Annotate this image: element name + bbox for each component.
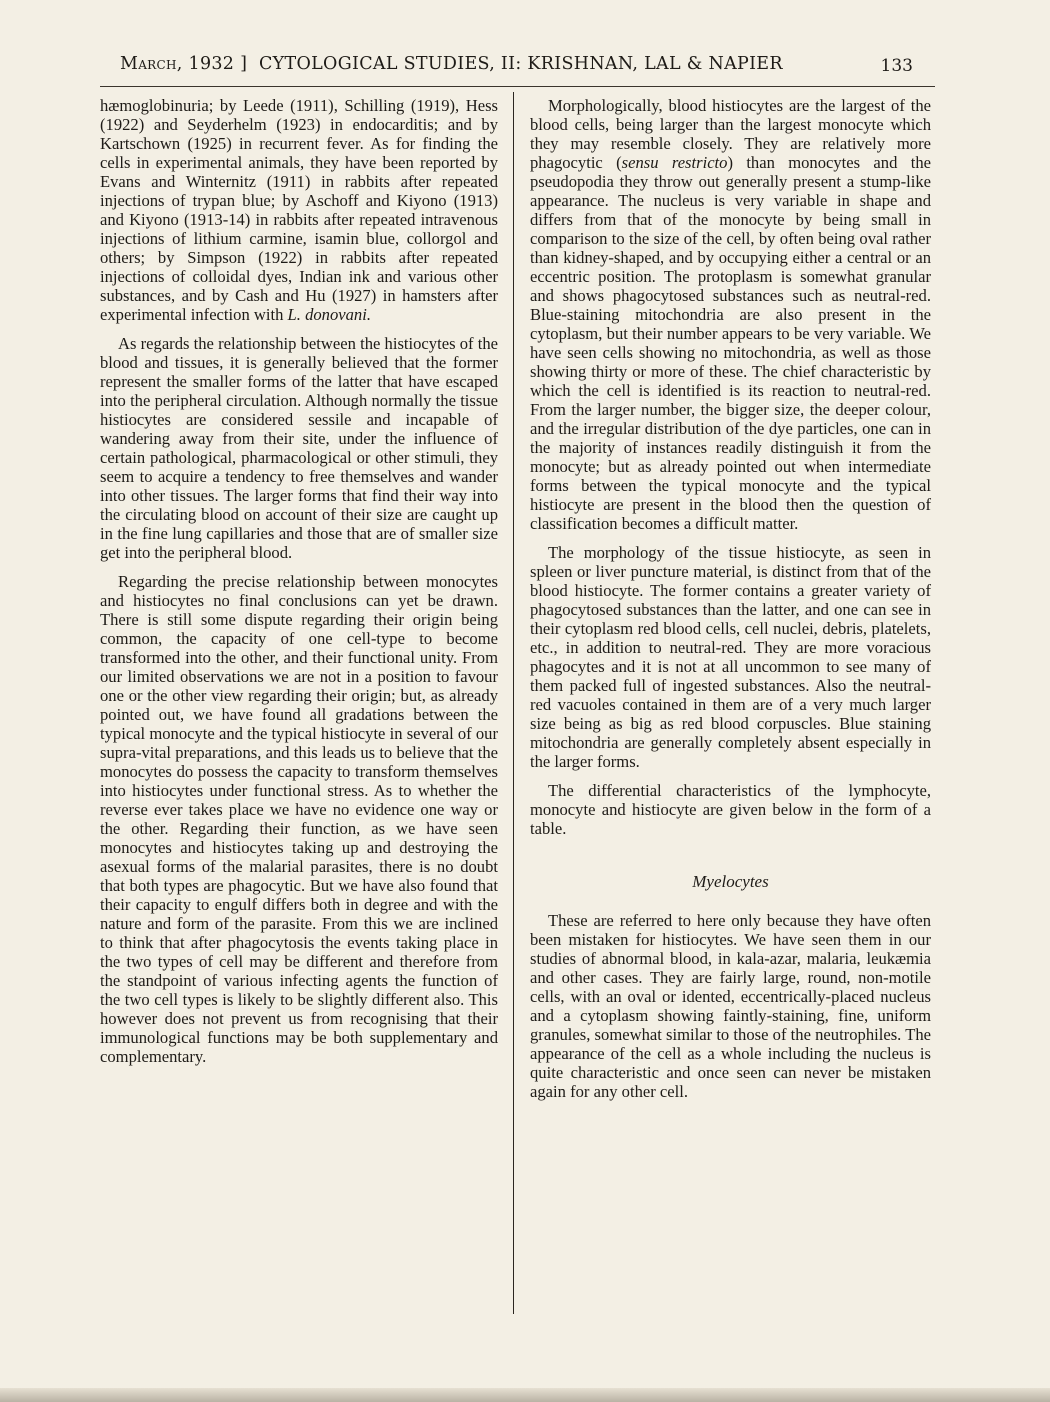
page-bottom-edge [0, 1388, 1050, 1402]
right-p1-text-b: ) than monocytes and the pseudopodia they throw out generally present a stump-like appearance. The nucleus is very variable in shape and differs from that of the monocyte by being small in comparison to the size of the cell, by often being oval rather than kidney-shaped, and by occupying either a central or an eccentric position. The protoplasm is somewhat granular and shows phagocytosed substances such as neutral-red. Blue-staining mitochondria are also present in the cytoplasm, but their number appears to be very variable. We have seen cells showing no mitochondria, as well as those showing thirty or more of these. The chief characteristic by which the cell is identified is its reaction to neutral-red. From the larger number, the bigger size, the deeper colour, and the irregular distribution of the dye particles, one can in the majority of instances readily distinguish it from the monocyte; but as already pointed out when intermediate forms between the typical monocyte and the typical histiocyte are present in the blood then the question of classification becomes a difficult matter. [530, 153, 931, 533]
left-paragraph-3: Regarding the precise relationship between monocytes and histiocytes no final conclusions can yet be drawn. There is still some dispute regarding their origin being common, the capacity of one cell-type to become transformed into the other, and their functional unity. From our limited observations we are not in a position to favour one or the other view regarding their origin; but, as already pointed out, we have found all gradations between the typical monocyte and the typical histiocyte in several of our supra-vital preparations, and this leads us to believe that the monocytes do possess the capacity to transform themselves into histiocytes under functional stress. As to whether the reverse ever takes place we have no evidence one way or the other. Regarding their function, as we have seen monocytes and histiocytes taking up and destroying the asexual forms of the malarial parasites, there is no doubt that both types are phagocytic. But we have also found that their capacity to engulf differs both in degree and with the nature and form of the parasite. From this we are inclined to think that after phagocytosis the events taking place in the two types of cell may be different and therefore from the standpoint of various infecting agents the function of the two cell types is likely to be slightly different also. This however does not prevent us from recognising that their immunological functions may be both supplementary and complementary. [100, 572, 498, 1066]
right-paragraph-3: The differential characteristics of the lymphocyte, monocyte and histiocyte are given below in the form of a table. [530, 781, 931, 838]
left-column [100, 96, 498, 1076]
header-month: March [120, 54, 177, 74]
left-p1-text: hæmoglobinuria; by Leede (1911), Schilling (1919), Hess (1922) and Seyderhelm (1923) in endocarditis; and by Kartschown (1925) in recurrent fever. As for finding the cells in experimental animals, they have been reported by Evans and Winternitz (1911) in rabbits after repeated injections of trypan blue; by Aschoff and Kiyono (1913) and Kiyono (1913-14) in rabbits after repeated intravenous injections of lithium carmine, isamin blue, collorgol and others; by Simpson (1922) in rabbits after repeated injections of colloidal dyes, Indian ink and various other substances, and by Cash and Hu (1927) in hamsters after experimental infection with [100, 96, 498, 324]
right-p1-italic: sensu restricto [621, 153, 728, 172]
header-rule [100, 86, 935, 87]
left-paragraph-1 [100, 96, 498, 324]
header-title: CYTOLOGICAL STUDIES, II: KRISHNAN, LAL & NAPIER [258, 54, 783, 74]
right-paragraph-1 [530, 96, 931, 533]
right-p1-text-a: Morphologically, blood histiocytes are the largest of the blood cells, being larger than the largest monocyte which they may resemble closely. They are relatively more phagocytic ( [530, 96, 931, 172]
right-paragraph-2: The morphology of the tissue histiocyte, as seen in spleen or liver puncture material, is distinct from that of the blood histiocyte. The former contains a greater variety of phagocytosed substances than the latter, and one can see in their cytoplasm red blood cells, cell nuclei, debris, platelets, etc., in addition to neutral-red. They are more voracious phagocytes and it is not at all uncommon to see many of them packed full of ingested substances. Also the neutral-red vacuoles contained in them are of a very much larger size being as big as red blood corpuscles. Blue staining mitochondria are generally completely absent especially in the larger forms. [530, 543, 931, 771]
right-paragraph-4: These are referred to here only because they have often been mistaken for histiocytes. We have seen them in our studies of abnormal blood, in kala-azar, malaria, leukæmia and other cases. They are fairly large, round, non-motile cells, with an oval or idented, eccentrically-placed nucleus and a cytoplasm showing faintly-staining, fine, uniform granules, somewhat similar to those of the neutrophiles. The appearance of the cell as a whole including the nucleus is quite characteristic and once seen can never be mistaken again for any other cell. [530, 911, 931, 1101]
running-header [100, 52, 935, 82]
left-paragraph-2: As regards the relationship between the histiocytes of the blood and tissues, it is generally believed that the former represent the smaller forms of the latter that have escaped into the peripheral circulation. Although normally the tissue histiocytes are considered sessile and incapable of wandering away from their site, under the influence of certain pathological, pharmacological or other stimuli, they seem to acquire a tendency to free themselves and wander into other tissues. The larger forms that find their way into the circulating blood on account of their size are caught up in the fine lung capillaries and those that are of smaller size get into the peripheral blood. [100, 334, 498, 562]
section-heading-myelocytes: Myelocytes [692, 872, 769, 891]
header-left [120, 54, 783, 74]
right-column [530, 96, 931, 1111]
header-year: , 1932 ] [176, 54, 248, 74]
left-p1-italic: L. donovani. [287, 305, 371, 324]
column-divider [513, 92, 514, 1314]
page-number: 133 [880, 56, 913, 76]
